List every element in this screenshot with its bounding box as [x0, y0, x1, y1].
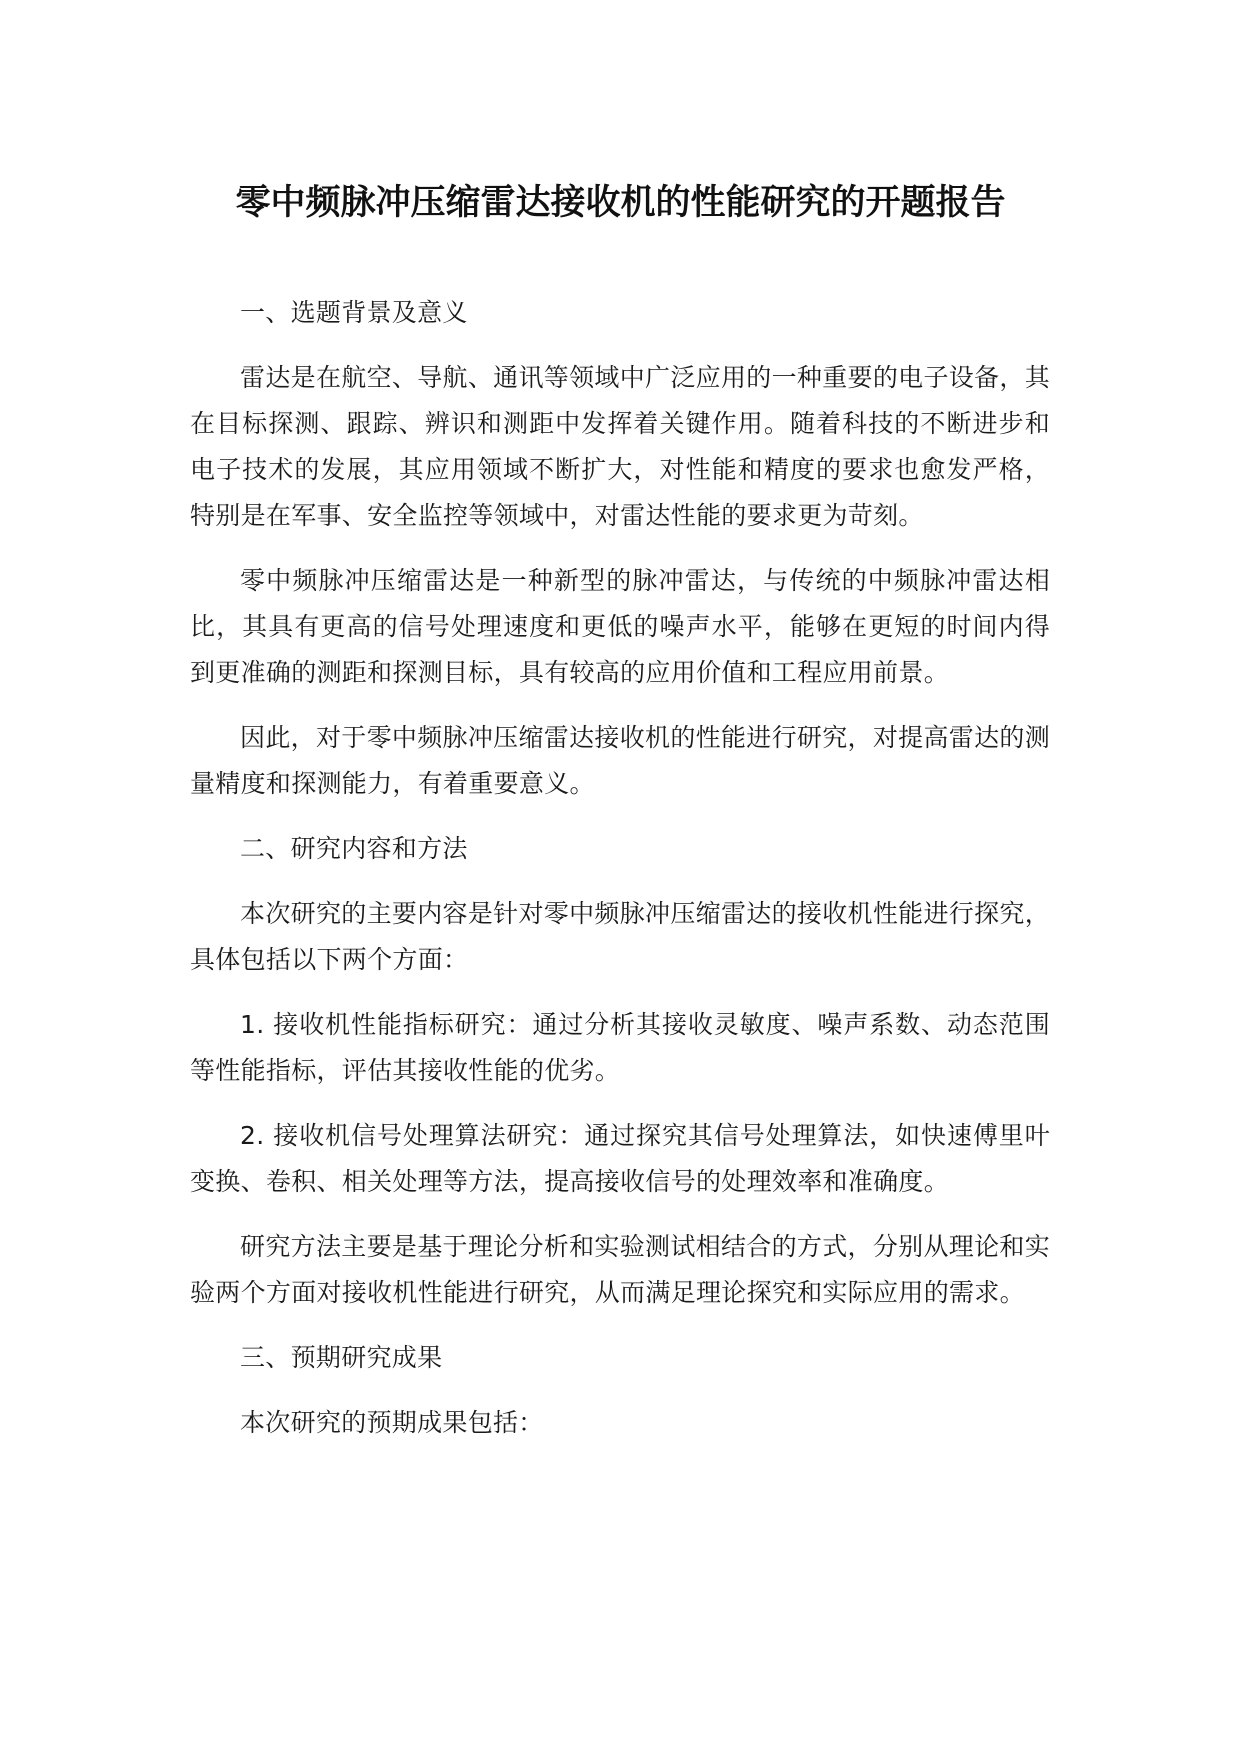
paragraph-significance: 因此，对于零中频脉冲压缩雷达接收机的性能进行研究，对提高雷达的测量精度和探测能力，有着重要意义。: [190, 723, 1050, 798]
paragraph-expected-results: 本次研究的预期成果包括：: [240, 1408, 544, 1437]
document-title: 零中频脉冲压缩雷达接收机的性能研究的开题报告: [235, 183, 1006, 223]
paragraph-zero-if-radar: 零中频脉冲压缩雷达是一种新型的脉冲雷达，与传统的中频脉冲雷达相比，其具有更高的信号处理速度和更低的噪声水平，能够在更短的时间内得到更准确的测距和探测目标，具有较高的应用价值和工程应用前景。: [190, 566, 1050, 687]
document-body: [190, 290, 1050, 1465]
list-item-performance-metrics: 1. 接收机性能指标研究：通过分析其接收灵敏度、噪声系数、动态范围等性能指标，评估其接收性能的优劣。: [190, 1010, 1050, 1085]
list-item-signal-processing: 2. 接收机信号处理算法研究：通过探究其信号处理算法，如快速傅里叶变换、卷积、相关处理等方法，提高接收信号的处理效率和准确度。: [190, 1121, 1050, 1196]
paragraph-research-methods: 研究方法主要是基于理论分析和实验测试相结合的方式，分别从理论和实验两个方面对接收机性能进行研究，从而满足理论探究和实际应用的需求。: [190, 1232, 1050, 1307]
section-heading-expected-results: 三、预期研究成果: [240, 1343, 443, 1372]
paragraph-radar-intro: 雷达是在航空、导航、通讯等领域中广泛应用的一种重要的电子设备，其在目标探测、跟踪、辨识和测距中发挥着关键作用。随着科技的不断进步和电子技术的发展，其应用领域不断扩大，对性能和精度的要求也愈发严格，特别是在军事、安全监控等领域中，对雷达性能的要求更为苛刻。: [190, 363, 1050, 530]
section-heading-content-methods: 二、研究内容和方法: [240, 834, 468, 863]
paragraph-research-content: 本次研究的主要内容是针对零中频脉冲压缩雷达的接收机性能进行探究，具体包括以下两个方面：: [190, 899, 1050, 974]
section-heading-background: 一、选题背景及意义: [240, 298, 468, 327]
